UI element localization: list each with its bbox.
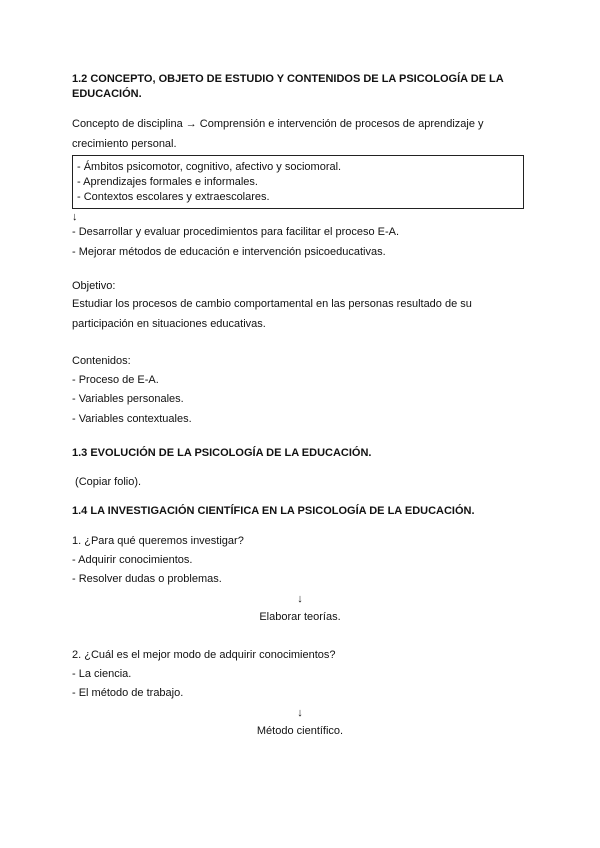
question-1-item: - Adquirir conocimientos. <box>72 554 193 566</box>
copy-note: (Copiar folio). <box>72 476 142 488</box>
question-1-result: Elaborar teorías. <box>259 611 341 623</box>
question-2-item: - La ciencia. <box>72 668 132 680</box>
box-item: - Ámbitos psicomotor, cognitivo, afectivo y sociomoral. <box>77 161 342 173</box>
question-1: 1. ¿Para qué queremos investigar? <box>72 535 244 547</box>
section-heading-1-4: 1.4 LA INVESTIGACIÓN CIENTÍFICA EN LA PSICOLOGÍA DE LA EDUCACIÓN. <box>72 505 475 517</box>
concept-text: Concepto de disciplina → Comprensión e intervención de procesos de aprendizaje y <box>72 118 484 130</box>
question-2-item: - El método de trabajo. <box>72 687 184 699</box>
objective-label: Objetivo: <box>72 280 116 292</box>
contents-label: Contenidos: <box>72 355 131 367</box>
contents-item: - Proceso de E-A. <box>72 374 159 386</box>
box-item: - Contextos escolares y extraescolares. <box>77 191 270 203</box>
question-1-item: - Resolver dudas o problemas. <box>72 573 222 585</box>
objective-text-cont: participación en situaciones educativas. <box>72 318 266 330</box>
down-arrow-icon: ↓ <box>297 593 303 605</box>
objective-text: Estudiar los procesos de cambio comportamental en las personas resultado de su <box>72 298 472 310</box>
box-item: - Aprendizajes formales e informales. <box>77 176 258 188</box>
question-2: 2. ¿Cuál es el mejor modo de adquirir conocimientos? <box>72 649 336 661</box>
contents-item: - Variables contextuales. <box>72 413 192 425</box>
down-arrow-icon: ↓ <box>297 707 303 719</box>
concept-text-cont: crecimiento personal. <box>72 138 177 150</box>
section-heading-1-3: 1.3 EVOLUCIÓN DE LA PSICOLOGÍA DE LA EDUCACIÓN. <box>72 447 372 459</box>
scope-box <box>72 155 524 209</box>
bullet-item: - Desarrollar y evaluar procedimientos para facilitar el proceso E-A. <box>72 226 400 238</box>
down-arrow-icon: ↓ <box>72 211 78 223</box>
section-heading-1-2: 1.2 CONCEPTO, OBJETO DE ESTUDIO Y CONTENIDOS DE LA PSICOLOGÍA DE LA <box>72 73 504 85</box>
section-heading-1-2-cont: EDUCACIÓN. <box>72 88 142 100</box>
question-2-result: Método científico. <box>256 725 344 737</box>
bullet-item: - Mejorar métodos de educación e intervención psicoeducativas. <box>72 246 386 258</box>
contents-item: - Variables personales. <box>72 393 184 405</box>
